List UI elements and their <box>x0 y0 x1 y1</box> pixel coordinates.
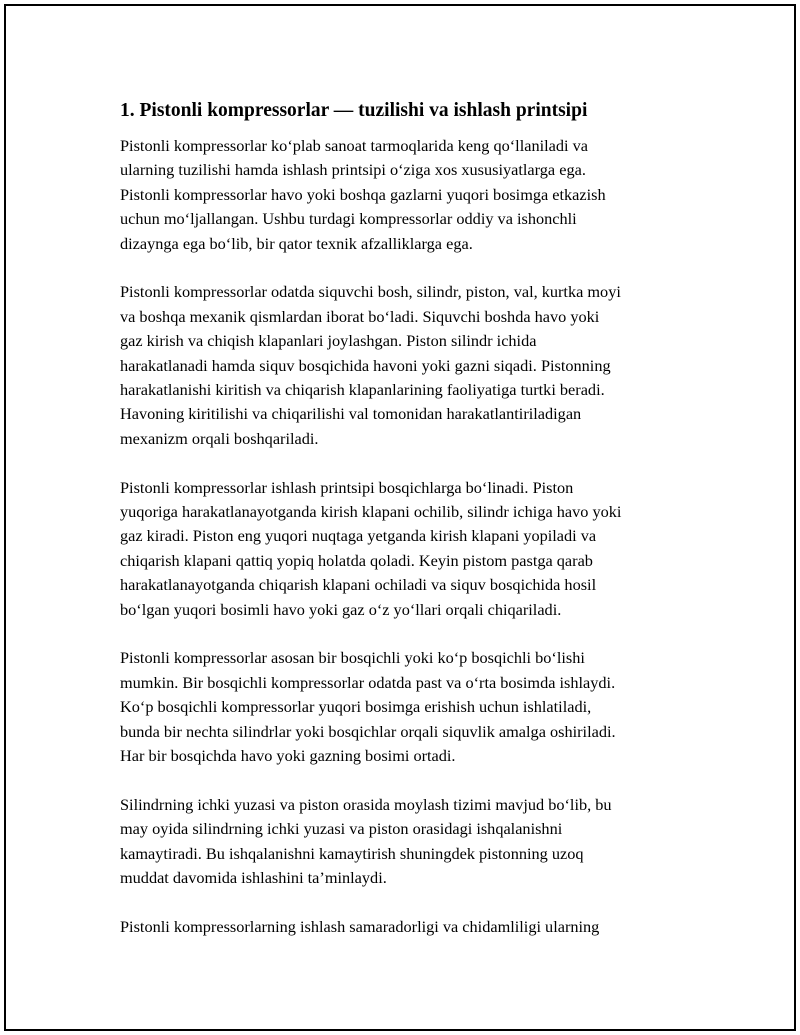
document-title: 1. Pistonli kompressorlar — tuzilishi va ishlash printsipi <box>120 100 588 121</box>
paragraph-3: Pistonli kompressorlar ishlash printsipi bosqichlarga bo‘linadi. Piston yuqoriga harakatlanayotganda kirish klapani ochilib, silindr ichiga havo yoki gaz kiradi. Piston eng yuqori nuqtaga yetganda kirish klapani yopiladi va chiqarish klapani qattiq yopiq holatda qoladi. Keyin pistom pastga qarab harakatlanayotganda chiqarish klapani ochiladi va siquv bosqichida hosil bo‘lgan yuqori bosimli havo yoki gaz o‘z yo‘llari orqali chiqariladi. <box>120 477 622 619</box>
paragraph-4: Pistonli kompressorlar asosan bir bosqichli yoki ko‘p bosqichli bo‘lishi mumkin. Bir bosqichli kompressorlar odatda past va o‘rta bosimda ishlaydi. Ko‘p bosqichli kompressorlar yuqori bosimga erishish uchun ishlatiladi, bunda bir nechta silindrlar yoki bosqichlar orqali siquvlik amalga oshiriladi. Har bir bosqichda havo yoki gazning bosimi ortadi. <box>120 648 616 766</box>
paragraph-2: Pistonli kompressorlar odatda siquvchi bosh, silindr, piston, val, kurtka moyi va boshqa mexanik qismlardan iborat bo‘ladi. Siquvchi boshda havo yoki gaz kirish va chiqish klapanlari joylashgan. Piston silindr ichida harakatlanadi hamda siquv bosqichida havoni yoki gazni siqadi. Pistonning harakatlanishi kiritish va chiqarish klapanlarining faoliyatiga turtki beradi. Havoning kiritilishi va chiqarilishi val tomonidan harakatlantiriladigan mexanizm orqali boshqariladi. <box>120 282 621 448</box>
document-body <box>120 98 700 964</box>
page-frame <box>4 4 796 1031</box>
paragraph-1: Pistonli kompressorlar ko‘plab sanoat tarmoqlarida keng qo‘llaniladi va ularning tuzilishi hamda ishlash printsipi o‘ziga xos xususiyatlarga ega. Pistonli kompressorlar havo yoki boshqa gazlarni yuqori bosimga etkazish uchun mo‘ljallangan. Ushbu turdagi kompressorlar oddiy va ishonchli dizaynga ega bo‘lib, bir qator texnik afzalliklarga ega. <box>120 136 606 253</box>
paragraph-5: Silindrning ichki yuzasi va piston orasida moylash tizimi mavjud bo‘lib, bu may oyida silindrning ichki yuzasi va piston orasidagi ishqalanishni kamaytiradi. Bu ishqalanishni kamaytirish shuningdek pistonning uzoq muddat davomida ishlashini ta’minlaydi. <box>120 794 612 888</box>
paragraph-6: Pistonli kompressorlarning ishlash samaradorligi va chidamliligi ularning <box>120 916 600 936</box>
